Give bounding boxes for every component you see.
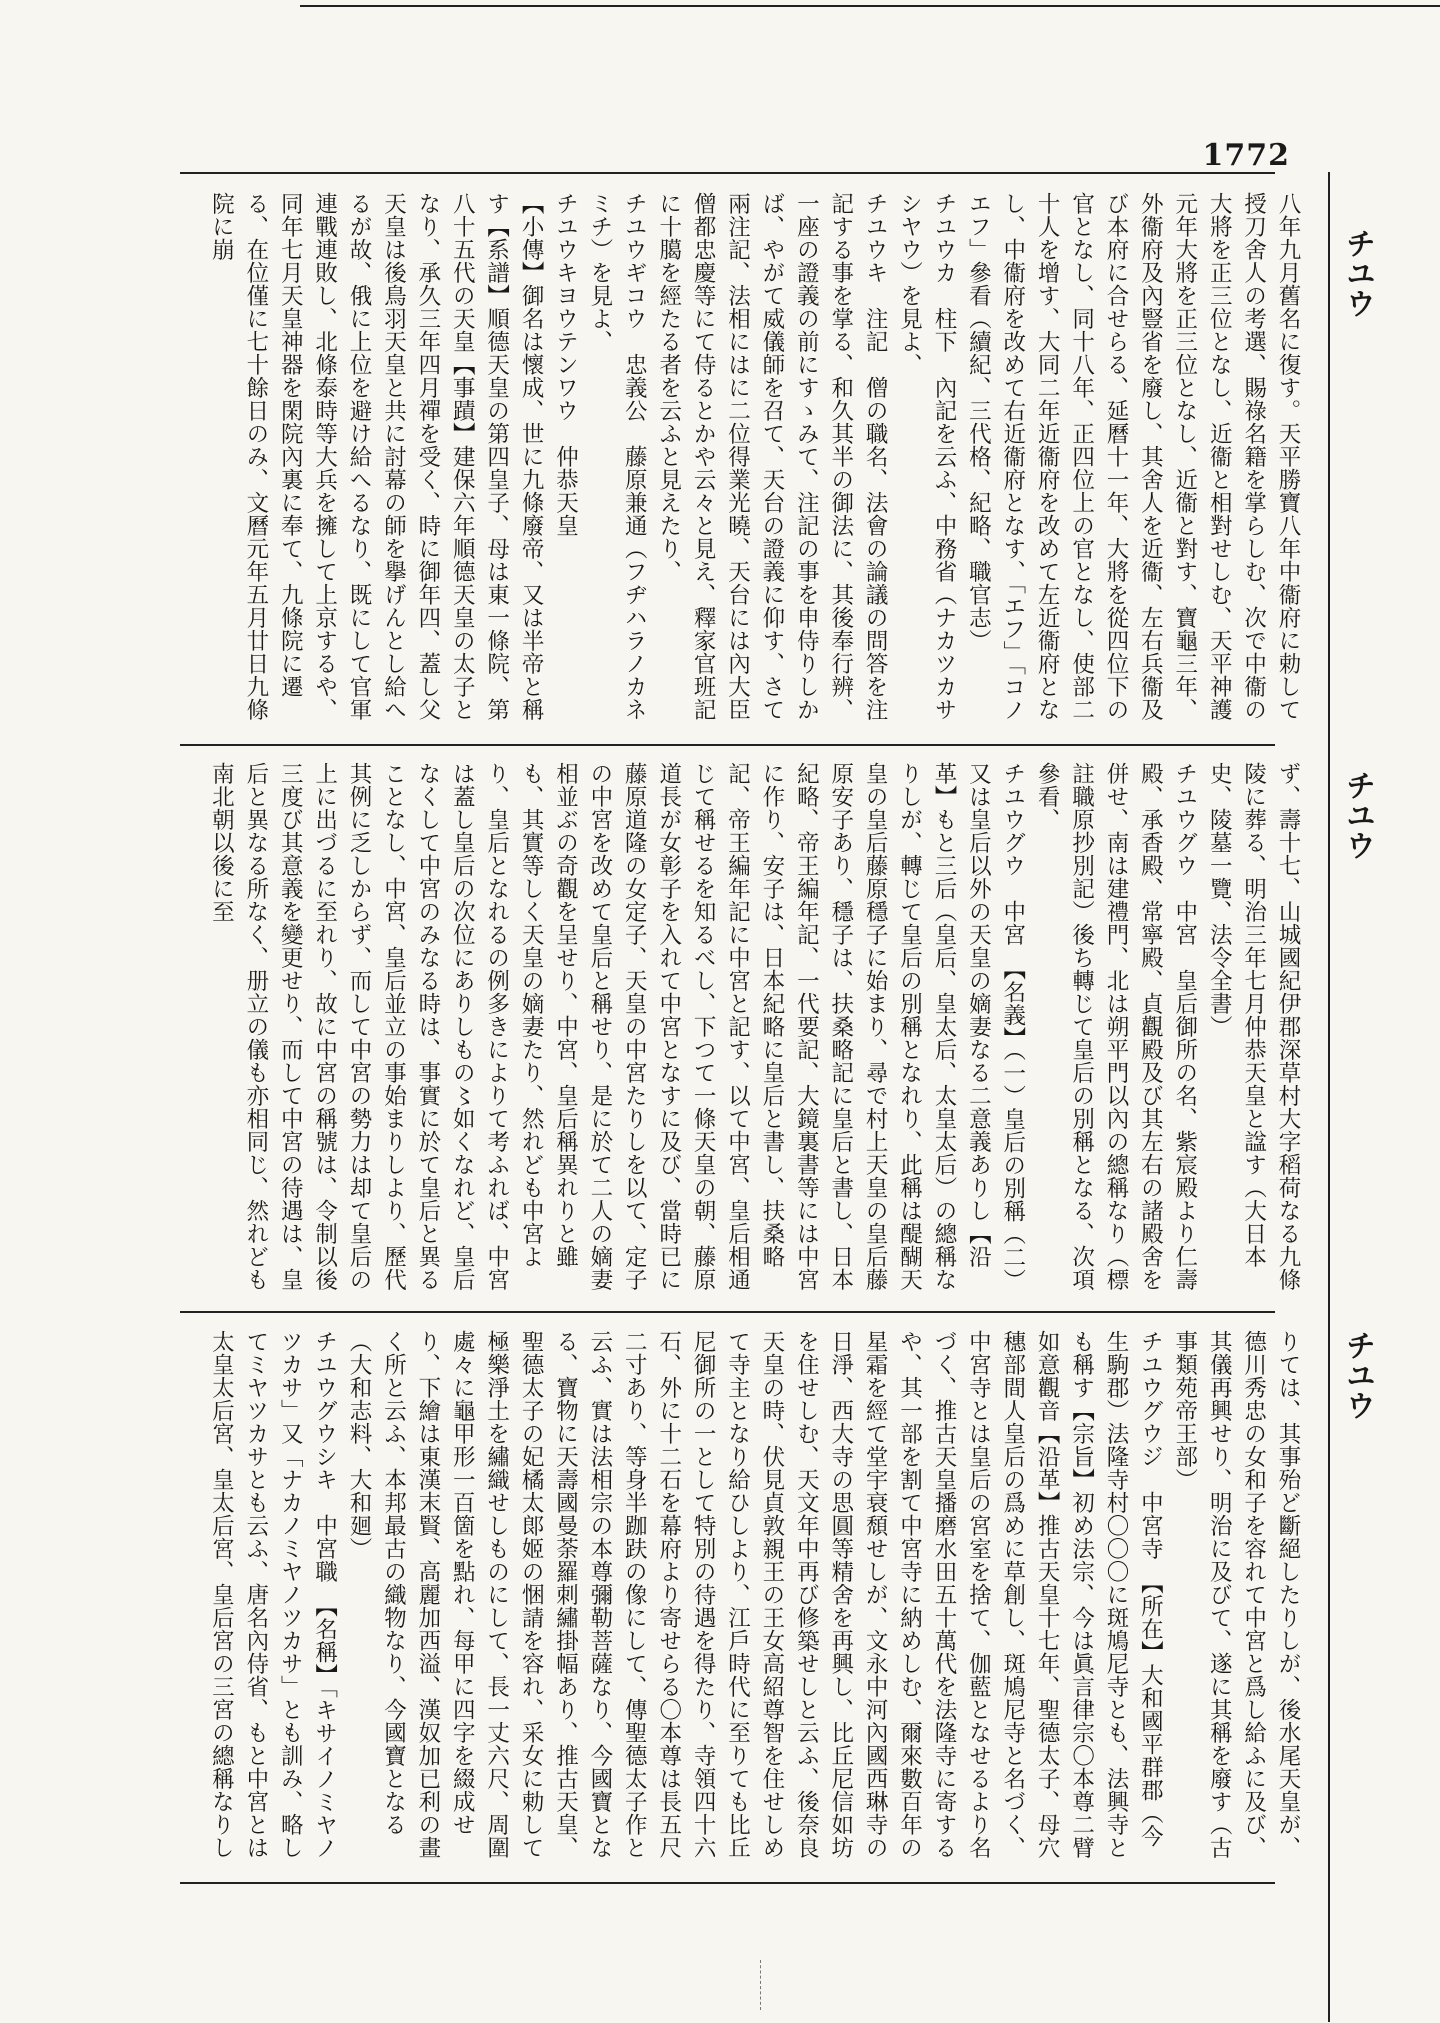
section-header-middle: チユウ <box>1340 770 1375 860</box>
section-text-middle: ず、壽十七、山城國紀伊郡深草村大字稻荷なる九條陵に葬る、明治三年七月仲恭天皇と諡す（大日本史、陵墓一覽、法令全書） チユウグウ 中宮 皇后御所の名、紫宸殿より仁壽殿、承香殿、常寧殿、貞觀殿及び其左右の諸殿舍を併せ、南は建禮門、北は朔平門以內の總稱なり（標註職原抄別記）後ち轉じて皇后の別稱となる、次項參看、 チユウグウ 中宮 【名義】（一）皇后の別稱（二）又は皇后以外の天皇の嫡妻なる二意義ありし【沿革】もと三后（皇后、皇太后、太皇太后）の總稱なりしが、轉じて皇后の別稱となれり、此稱は醍醐天皇の皇后藤原穩子に始まり、尋で村上天皇の皇后藤原安子あり、穩子は、扶桑略記に皇后と書し、日本紀略、帝王編年記、一代要記、大鏡裏書等には中宮に作り、安子は、日本紀略に皇后と書し、扶桑略記、帝王編年記に中宮と記す、以て中宮、皇后相通じて稱せるを知るべし、下つて一條天皇の朝、藤原道長が女彰子を入れて中宮となすに及び、當時已に藤原道隆の女定子、天皇の中宮たりしを以て、定子の中宮を改めて皇后と稱せり、是に於て二人の嫡妻相並ぶの奇觀を呈せり、中宮、皇后稱異れりと雖も、其實等しく天皇の嫡妻たり、然れども中宮より、皇后となれるの例多きによりて考ふれば、中宮は蓋し皇后の次位にありしもの〻如くなれど、皇后なくして中宮のみなる時は、事實に於て皇后と異ることなし、中宮、皇后並立の事始まりしより、歷代其例に乏しからず、而して中宮の勢力は却て皇后の上に出づるに至れり、故に中宮の稱號は、令制以後三度び其意義を變更せり、而して中宮の待遇は、皇后と異なる所なく、册立の儀も亦相同じ、然れども南北朝以後に至 <box>208 762 1301 1292</box>
section-header-bottom: チユウ <box>1340 1330 1375 1420</box>
right-margin-rule <box>1328 172 1330 2022</box>
page-number: 1772 <box>1202 138 1290 173</box>
header-rule <box>180 172 1275 174</box>
divider-rule-1 <box>180 744 1275 746</box>
binding-gutter-mark <box>760 1960 773 2010</box>
section-text-bottom: りては、其事殆ど斷絕したりしが、後水尾天皇が、德川秀忠の女和子を容れて中宮と爲し給ふに及び、其儀再興せり、明治に及びて、遂に其稱を廢す（古事類苑帝王部） チユウグウジ 中宮寺 【所在】大和國平群郡（今生駒郡）法隆寺村〇〇〇に斑鳩尼寺とも、法興寺とも稱す【宗旨】初め法宗、今は眞言律宗〇本尊二臂如意觀音【沿革】推古天皇十七年、聖德太子、母穴穗部間人皇后の爲めに草創し、斑鳩尼寺と名づく、中宮寺とは皇后の宮室を捨て、伽藍となせるより名づく、推古天皇播磨水田五十萬代を法隆寺に寄するや、其一部を割て中宮寺に納めしむ、爾來數百年の星霜を經て堂宇衰頹せしが、文永中河內國西琳寺の日淨、西大寺の思圓等精舍を再興し、比丘尼信如坊を住せしむ、天文年中再び修築せしと云ふ、後奈良天皇の時、伏見貞敦親王の王女高紹尊智を住せしめて寺主となり給ひしより、江戶時代に至りても比丘尼御所の一として特別の待遇を得たり、寺領四十六石、外に十二石を幕府より寄せらる〇本尊は長五尺二寸あり、等身半跏趺の像にして、傳聖德太子作と云ふ、實は法相宗の本尊彌勒菩薩なり、今國寶となる、寶物に天壽國曼荼羅刺繡掛幅あり、推古天皇、聖德太子の妃橘太郞姬の悃請を容れ、采女に勅して極樂淨土を繡織せしものにして、長一丈六尺、周圍處々に龜甲形一百箇を點れ、每甲に四字を綴成せり、下繪は東漢末賢、高麗加西溢、漢奴加已利の畫く所と云ふ、本邦最古の織物なり、今國寶となる（大和志料、大和廻） チユウグウシキ 中宮職 【名稱】「キサイノミヤノツカサ」又「ナカノミヤノツカサ」とも訓み、略してミヤツカサとも云ふ、唐名內侍省、もと中宮とは太皇太后宮、皇太后宮、皇后宮の三宮の總稱なりし <box>208 1330 1301 1860</box>
section-header-top: チユウ <box>1340 228 1375 318</box>
bottom-rule <box>180 1882 1275 1884</box>
divider-rule-2 <box>180 1311 1275 1313</box>
section-text-top: 八年九月舊名に復す。天平勝寶八年中衞府に勅して授刀舍人の考選、賜祿名籍を掌らしむ、次で中衞の大將を正三位となし、近衞と相對せしむ、天平神護元年大將を正三位となし、近衞と對す、寶龜三年、外衞府及內豎省を廢し、其舍人を近衞、左右兵衞及び本府に合せらる、延曆十一年、大將を從四位下の官となし、同十八年、正四位上の官となし、使部二十人を增す、大同二年近衞府を改めて左近衞府となし、中衞府を改めて右近衞府となす、「エフ」「コノエフ」參看（續紀、三代格、紀略、職官志） チユウカ 柱下 內記を云ふ、中務省（ナカツカサシヤウ）を見よ、 チユウキ 注記 僧の職名、法會の論議の問答を注記する事を掌る、和久其半の御法に、其後奉行辨、一座の證義の前にすゝみて、注記の事を申侍りしかば、やがて威儀師を召て、天台の證義に仰す、さて兩注記、法相にはに二位得業光曉、天台には內大臣僧都忠慶等にて侍るとかや云々と見え、釋家官班記に十臈を經たる者を云ふと見えたり、 チユウギコウ 忠義公 藤原兼通（フヂハラノカネミチ）を見よ、 チユウキヨウテンワウ 仲恭天皇 【小傳】御名は懷成、世に九條廢帝、又は半帝と稱す【系譜】順德天皇の第四皇子、母は東一條院、第八十五代の天皇【事蹟】建保六年順德天皇の太子となり、承久三年四月禪を受く、時に御年四、蓋し父天皇は後鳥羽天皇と共に討幕の師を擧げんとし給へるが故、俄に上位を避け給へるなり、既にして官軍連戰連敗し、北條泰時等大兵を擁して上京するや、同年七月天皇神器を閑院內裏に奉て、九條院に遷る、在位僅に七十餘日のみ、文曆元年五月廿日九條院に崩 <box>208 192 1301 722</box>
top-border-rule <box>300 5 1440 7</box>
